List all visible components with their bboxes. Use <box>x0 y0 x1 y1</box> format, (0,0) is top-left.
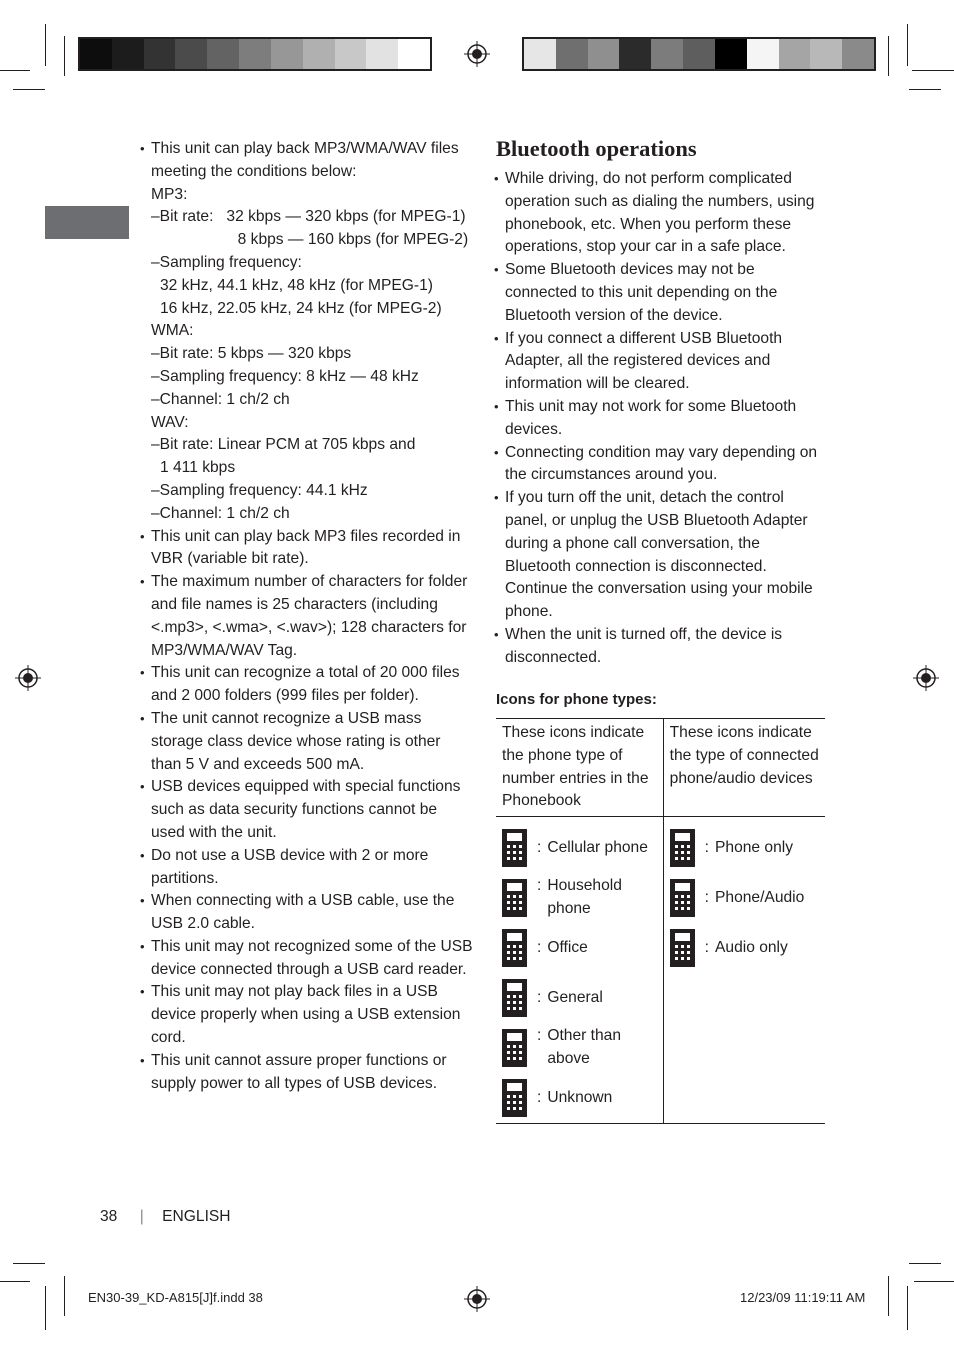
usb-file-notes <box>140 138 475 1095</box>
spec-line: 8 kbps — 160 kbps (for MPEG-2) <box>151 231 469 249</box>
label-colon: : <box>537 938 542 956</box>
spec-line: –Sampling frequency: 8 kHz — 48 kHz <box>151 367 419 385</box>
spec-line: MP3: <box>151 185 188 203</box>
color-swatch <box>779 39 811 69</box>
bullet-item: • Connecting condition may vary depending on the circumstances around you. <box>494 442 824 488</box>
bullet-item: • The unit cannot recognize a USB mass storage class device whose rating is other than 5 V and exceeds 500 mA. <box>140 708 475 776</box>
color-swatch <box>398 39 430 69</box>
spec-line: WAV: <box>151 413 189 431</box>
icon-label: Office <box>547 938 588 956</box>
office-phone-icon <box>502 929 527 967</box>
icon-row <box>496 973 663 1023</box>
color-swatch <box>112 39 144 69</box>
file-info: EN30-39_KD-A815[J]f.indd 38 <box>88 1290 263 1305</box>
page-footer <box>100 1208 231 1226</box>
color-swatch <box>175 39 207 69</box>
icon-row <box>496 1073 663 1123</box>
registration-mark-icon <box>913 665 939 691</box>
spec-line: 16 kHz, 22.05 kHz, 24 kHz (for MPEG-2) <box>160 299 442 317</box>
registration-mark-icon <box>15 665 41 691</box>
footer-separator: | <box>139 1208 144 1225</box>
icons-heading: Icons for phone types: <box>496 691 657 708</box>
label-colon: : <box>704 888 709 906</box>
icon-row <box>496 1023 663 1073</box>
spec-line: –Channel: 1 ch/2 ch <box>151 390 290 408</box>
phone-type-icons-table <box>496 718 825 1124</box>
icon-row <box>496 923 663 973</box>
device-icons-list <box>663 817 825 1124</box>
left-header: These icons indicate the phone type of number entries in the Phonebook <box>496 719 663 817</box>
color-swatch <box>651 39 683 69</box>
label-colon: : <box>537 838 542 856</box>
icon-label: Household phone <box>547 877 622 918</box>
bluetooth-notes <box>494 168 824 670</box>
phone-audio-icon <box>670 879 695 917</box>
label-colon: : <box>704 938 709 956</box>
icon-row <box>664 873 825 923</box>
other-phone-icon <box>502 1029 527 1067</box>
label-colon: : <box>537 1088 542 1106</box>
crop-mark <box>45 24 46 66</box>
label-colon: : <box>537 988 542 1006</box>
label-colon: : <box>537 877 542 895</box>
crop-mark <box>912 70 954 71</box>
icon-label: Unknown <box>547 1088 613 1106</box>
icon-label: Phone only <box>715 838 794 856</box>
bullet-item: • This unit can recognize a total of 20 000 files and 2 000 folders (999 files per folder). <box>140 662 475 708</box>
household-phone-icon <box>502 879 527 917</box>
bullet-item: • This unit can play back MP3 files recorded in VBR (variable bit rate). <box>140 526 475 572</box>
bullet-item: • This unit may not work for some Bluetooth devices. <box>494 396 824 442</box>
crop-mark <box>0 70 30 71</box>
spec-line: 32 kHz, 44.1 kHz, 48 kHz (for MPEG-1) <box>160 276 433 294</box>
phonebook-icons-list <box>496 817 663 1124</box>
spec-line: 1 411 kbps <box>160 459 236 477</box>
bullet-item: • The maximum number of characters for folder and file names is 25 characters (including <.mp3>, <.wma>, <.wav>); 128 characters for MP3/WMA/WAV Tag. <box>140 571 475 662</box>
icon-label: Phone/Audio <box>715 888 805 906</box>
bullet-item: • If you turn off the unit, detach the control panel, or unplug the USB Bluetooth Adapter during a phone call conversation, the Bluetooth connection is disconnected. Continue the conversation using your mobile phone. <box>494 487 824 624</box>
color-swatch <box>715 39 747 69</box>
right-header: These icons indicate the type of connected phone/audio devices <box>663 719 825 817</box>
crop-mark <box>0 1281 30 1282</box>
bullet-item: • This unit can play back MP3/WMA/WAV files meeting the conditions below: <box>140 138 475 184</box>
spec-line: –Bit rate: Linear PCM at 705 kbps and <box>151 436 416 454</box>
crop-mark <box>888 1276 889 1316</box>
color-swatch <box>747 39 779 69</box>
section-title: Bluetooth operations <box>496 136 697 161</box>
crop-mark <box>13 1263 45 1264</box>
audio-only-icon <box>670 929 695 967</box>
bullet-item: • This unit may not recognized some of the USB device connected through a USB card reader. <box>140 936 475 982</box>
bullet-item: • This unit may not play back files in a USB device properly when using a USB extension cord. <box>140 981 475 1049</box>
icon-row <box>496 873 663 923</box>
cellular-phone-icon <box>502 829 527 867</box>
icon-label: Cellular phone <box>547 838 648 856</box>
crop-mark <box>45 1286 46 1330</box>
bullet-item: • This unit cannot assure proper functions or supply power to all types of USB devices. <box>140 1050 475 1096</box>
color-calibration-bar-right <box>522 37 876 71</box>
icon-row <box>496 823 663 873</box>
language-label: ENGLISH <box>162 1208 231 1225</box>
bullet-item: • USB devices equipped with special functions such as data security functions cannot be used with the unit. <box>140 776 475 844</box>
color-swatch <box>239 39 271 69</box>
crop-mark <box>914 1281 954 1282</box>
page-number: 38 <box>100 1208 118 1225</box>
icon-label: General <box>547 988 603 1006</box>
date-info: 12/23/09 11:19:11 AM <box>740 1290 866 1305</box>
color-swatch <box>207 39 239 69</box>
icon-label: Audio only <box>715 938 788 956</box>
bullet-item: • Some Bluetooth devices may not be connected to this unit depending on the Bluetooth version of the device. <box>494 259 824 327</box>
spec-line: –Sampling frequency: 44.1 kHz <box>151 481 368 499</box>
crop-mark <box>909 89 941 90</box>
registration-mark-icon <box>464 41 490 67</box>
section-tab-marker <box>45 206 129 239</box>
color-swatch <box>271 39 303 69</box>
crop-mark <box>909 1263 941 1264</box>
color-swatch <box>524 39 556 69</box>
color-swatch <box>588 39 620 69</box>
color-swatch <box>556 39 588 69</box>
crop-mark <box>907 24 908 66</box>
color-swatch <box>303 39 335 69</box>
crop-mark <box>13 89 45 90</box>
color-swatch <box>810 39 842 69</box>
general-phone-icon <box>502 979 527 1017</box>
icon-row <box>664 823 825 873</box>
unknown-phone-icon <box>502 1079 527 1117</box>
crop-mark <box>64 36 65 76</box>
label-colon: : <box>537 1027 542 1045</box>
bullet-item: • When connecting with a USB cable, use the USB 2.0 cable. <box>140 890 475 936</box>
bullet-item: • Do not use a USB device with 2 or more partitions. <box>140 845 475 891</box>
label-colon: : <box>704 838 709 856</box>
color-swatch <box>683 39 715 69</box>
registration-mark-icon <box>464 1286 490 1312</box>
bullet-item: • When the unit is turned off, the device is disconnected. <box>494 624 824 670</box>
spec-line: WMA: <box>151 322 194 340</box>
spec-line: –Channel: 1 ch/2 ch <box>151 504 290 522</box>
color-swatch <box>619 39 651 69</box>
crop-mark <box>888 36 889 76</box>
color-swatch <box>842 39 874 69</box>
crop-mark <box>907 1286 908 1330</box>
phone-only-icon <box>670 829 695 867</box>
spec-line: –Sampling frequency: <box>151 253 302 271</box>
color-swatch <box>80 39 112 69</box>
bullet-item: • If you connect a different USB Bluetooth Adapter, all the registered devices and information will be cleared. <box>494 328 824 396</box>
bullet-item: • While driving, do not perform complicated operation such as dialing the numbers, using phonebook, etc. When you perform these operations, stop your car in a safe place. <box>494 168 824 259</box>
spec-line: –Bit rate: 32 kbps — 320 kbps (for MPEG-1) <box>151 208 466 226</box>
color-swatch <box>366 39 398 69</box>
icon-label: Other than above <box>547 1027 622 1068</box>
crop-mark <box>64 1276 65 1316</box>
color-calibration-bar-left <box>78 37 432 71</box>
color-swatch <box>335 39 367 69</box>
icon-row <box>664 923 825 973</box>
spec-line: –Bit rate: 5 kbps — 320 kbps <box>151 345 352 363</box>
color-swatch <box>144 39 176 69</box>
